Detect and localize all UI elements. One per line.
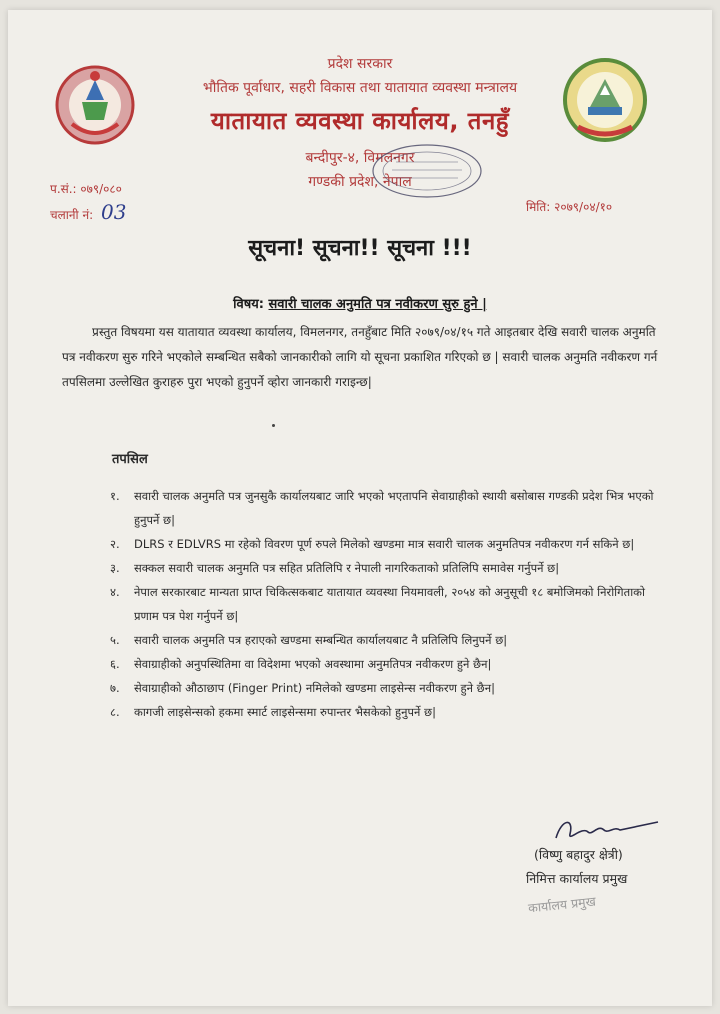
address-line-1: बन्दीपुर-४, विमलनगर [305, 150, 415, 166]
list-item [106, 652, 666, 676]
reference-number: प.सं.: ०७९/०८० [50, 182, 122, 196]
list-item-text: सेवाग्राहीको औठाछाप (Finger Print) नमिलेको खण्डमा लाइसेन्स नवीकरण हुने छैन| [134, 681, 495, 695]
dispatch-value: 03 [100, 200, 127, 224]
subject-text: सवारी चालक अनुमति पत्र नवीकरण सुरु हुने | [268, 297, 487, 312]
list-item [106, 676, 666, 700]
list-item-number: ८. [110, 705, 120, 719]
list-item-text: DLRS र EDLVRS मा रहेको विवरण पूर्ण रुपले मिलेको खण्डमा मात्र सवारी चालक अनुमतिपत्र नवीकरण गर्न सकिने छ| [134, 537, 635, 551]
notice-body: प्रस्तुत विषयमा यस यातायात व्यवस्था कार्यालय, विमलनगर, तनहुँबाट मिति २०७९/०४/१५ गते आइतबार देखि सवारी चालक अनुमति पत्र नवीकरण सुरु गरिने भएकोले सम्बन्धित सबैको जानकारीको लागि यो सूचना प्रकाशित गरिएको छ | सवारी चालक अनुमति नवीकरण गर्न तपसिलमा उल्लेखित कुराहरु पुरा भएको हुनुपर्ने व्होरा जानकारी गराइन्छ| [62, 325, 658, 389]
notice-title: सूचना! सूचना!! सूचना !!! [248, 236, 472, 261]
dispatch-label: चलानी नं: [50, 208, 94, 222]
office-name: यातायात व्यवस्था कार्यालय, तनहुँ [210, 107, 510, 135]
list-item [106, 580, 666, 628]
office-stamp [368, 140, 486, 202]
ministry-name: भौतिक पूर्वाधार, सहरी विकास तथा यातायात व्यवस्था मन्त्रालय [202, 80, 518, 96]
signatory-title: निमित्त कार्यालय प्रमुख [526, 871, 628, 886]
address-line-2: गण्डकी प्रदेश, नेपाल [308, 174, 412, 190]
notice-date: मिति: २०७९/०४/१० [526, 200, 613, 214]
list-item-text: कागजी लाइसेन्सको हकमा स्मार्ट लाइसेन्समा रुपान्तर भैसकेको हुनुपर्ने छ| [134, 705, 436, 719]
dispatch-number [50, 200, 126, 224]
signatory-name: (विष्णु बहादुर क्षेत्री) [534, 847, 623, 862]
list-item-text: सक्कल सवारी चालक अनुमति पत्र सहित प्रतिलिपि र नेपाली नागरिकताको प्रतिलिपि समावेस गर्नुपर्ने छ| [134, 561, 560, 575]
list-item-number: १. [110, 489, 120, 503]
notice-subject [0, 294, 720, 312]
list-item [106, 532, 666, 556]
government-name: प्रदेश सरकार [327, 56, 393, 72]
list-item [106, 700, 666, 724]
signatory-stamp: कार्यालय प्रमुख [527, 893, 597, 916]
list-item-number: २. [110, 537, 120, 551]
list-item-text: सेवाग्राहीको अनुपस्थितिमा वा विदेशमा भएको अवस्थामा अनुमतिपत्र नवीकरण हुने छैन| [134, 657, 492, 671]
paper-dot [272, 424, 275, 427]
requirements-list [106, 484, 666, 724]
list-item [106, 628, 666, 652]
list-item-number: ५. [110, 633, 120, 647]
list-item-text: सवारी चालक अनुमति पत्र हराएको खण्डमा सम्बन्धित कार्यालयबाट नै प्रतिलिपि लिनुपर्ने छ| [134, 633, 508, 647]
list-item [106, 484, 666, 532]
list-item [106, 556, 666, 580]
list-item-number: ६. [110, 657, 120, 671]
list-item-text: सवारी चालक अनुमति पत्र जुनसुकै कार्यालयबाट जारि भएको भएतापनि सेवाग्राहीको स्थायी बसोबास गण्डकी प्रदेश भित्र भएको हुनुपर्ने छ| [134, 489, 654, 527]
list-heading: तपसिल [112, 452, 148, 467]
list-item-text: नेपाल सरकारबाट मान्यता प्राप्त चिकित्सकबाट यातायात व्यवस्था नियमावली, २०५४ को अनुसूची १८ बमोजिमको निरोगिताको प्रणाम पत्र पेश गर्नुपर्ने छ| [134, 585, 645, 623]
list-item-number: ३. [110, 561, 120, 575]
subject-label: विषय: [233, 297, 264, 312]
list-item-number: ७. [110, 681, 120, 695]
list-item-number: ४. [110, 585, 120, 599]
